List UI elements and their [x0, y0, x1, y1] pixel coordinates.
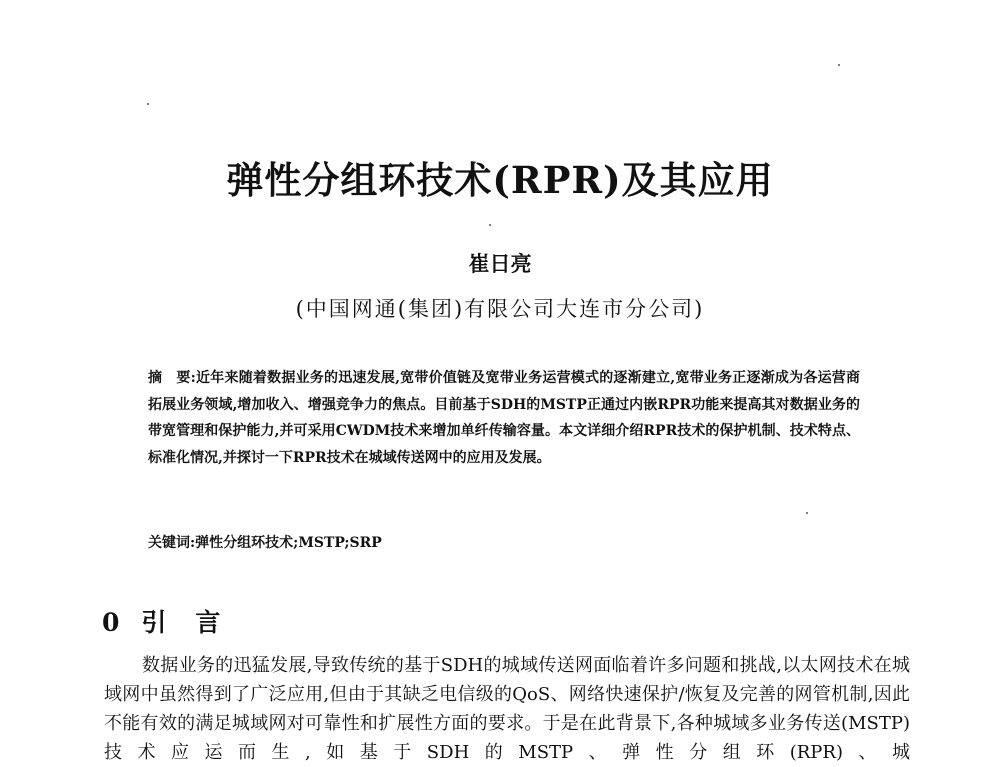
keywords-text: 弹性分组环技术;MSTP;SRP — [195, 535, 382, 551]
paper-title: 弹性分组环技术(RPR)及其应用 — [226, 158, 774, 202]
scan-speck — [147, 103, 149, 105]
scan-speck — [806, 512, 808, 514]
scan-speck — [489, 224, 491, 226]
abstract-label: 摘 要: — [148, 370, 196, 386]
abstract-block — [148, 365, 860, 471]
author-name: 崔日亮 — [468, 252, 532, 276]
keywords-label: 关键词: — [148, 535, 196, 551]
scan-speck — [838, 64, 840, 66]
abstract-text: 近年来随着数据业务的迅速发展,宽带价值链及宽带业务运营模式的逐渐建立,宽带业务正逐渐成为各运营商拓展业务领域,增加收入、增强竞争力的焦点。目前基于SDH的MSTP正通过内嵌RPR功能来提高其对数据业务的带宽管理和保护能力,并可采用CWDM技术来增加单纤传输容量。本文详细介绍RPR技术的保护机制、技术特点、标准化情况,并探讨一下RPR技术在城域传送网中的应用及发展。 — [148, 370, 860, 466]
keywords-block — [148, 532, 860, 552]
author-affiliation: (中国网通(集团)有限公司大连市分公司) — [295, 297, 705, 321]
body-paragraph: 数据业务的迅猛发展,导致传统的基于SDH的城域传送网面临着许多问题和挑战,以太网技术在城域网中虽然得到了广泛应用,但由于其缺乏电信级的QoS、网络快速保护/恢复及完善的网管机制,因此不能有效的满足城域网对可靠性和扩展性方面的要求。于是在此背景下,各种城域多业务传送(MSTP)技术应运而生,如基于SDH的MSTP、弹性分组环(RPR)、城 — [104, 655, 910, 763]
section-number: 0 — [102, 608, 122, 637]
section-heading — [102, 603, 222, 639]
section-title: 引 言 — [141, 608, 223, 637]
